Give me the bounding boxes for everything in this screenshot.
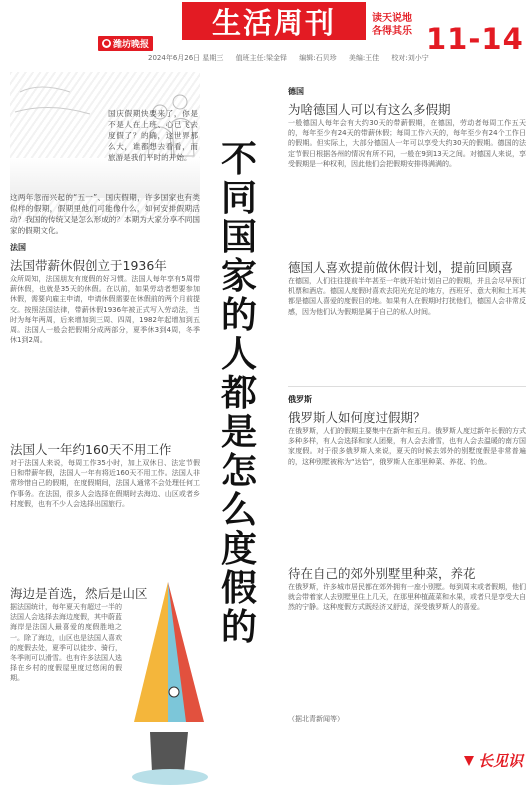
headline-france-1: 法国带薪休假创立于1936年 [10,258,167,273]
title-char: 同 [220,178,257,219]
title-char: 家 [220,256,257,297]
proofreader: 校对:刘小宁 [391,54,429,62]
section-tag-germany: 德国 [288,87,304,96]
article-russia-2: 在俄罗斯，许多城市居民都在郊外拥有一座小别墅。每到周末或者假期，他们就会带着家人去别墅里住上几天，在那里种植蔬菜和水果，或者只是享受大自然的宁静。这种度假方式既经济又舒适，深受俄罗斯人的喜爱。 [288,583,526,612]
watermark-mark-icon [462,754,476,768]
divider [288,386,526,387]
source-note: （据北青新闻等） [288,715,344,723]
title-char: 假 [220,568,257,609]
watermark-text: 长见识 [478,752,524,770]
page-number: 11-14 [426,22,524,56]
section-tag-russia: 俄罗斯 [288,395,312,404]
headline-france-3: 海边是首选，然后是山区 [10,586,148,601]
headline-germany-1: 为啥德国人可以有这么多假期 [288,102,451,117]
logo-text: 潍坊晚报 [113,40,150,50]
credits-line [148,53,528,63]
article-france-1: 众所周知，法国朋友有度假的好习惯。法国人每年享有5周带薪休假，也就是35天的休假。在以前，如果劳动者想要参加休假，需要向雇主申请，申请休假需要在休假前的两个月前提交。按照法国法律，带薪休假1936年被正式写入劳动法，当时为每年两周，后来增加到三周、四周，1982年起增加到五周。法国人一般会把假期分成两部分，夏季休3到4周，冬季休1到2周。 [10,275,200,345]
title-char: 怎 [220,451,257,492]
editor: 编辑:石贝珍 [299,54,337,62]
intro-lead: 国庆假期快要来了，你是不是人在上班、心已飞去度假了？的确，这世界那么大，谁都想去看看，而旅游是我们平时的开始。 [108,109,198,162]
logo-mark-icon: ● [103,39,110,47]
article-russia-1: 在俄罗斯，人们的假期主要集中在新年和五月。俄罗斯人度过新年长假的方式多种多样，有人会选择和家人团聚，有人会去滑雪，也有人会去温暖的南方国家度假。对于很多俄罗斯人来说，夏天的时候去郊外的别墅度假是非常普遍的，这种别墅被称为“达恰”，俄罗斯人在那里种菜、养花、钓鱼。 [288,427,526,466]
article-germany-2: 在德国，人们往往提前半年甚至一年就开始计划自己的假期，并且会尽早预订机票和酒店。德国人度假时喜欢去阳光充足的地方，西班牙、意大利和土耳其都是德国人喜爱的度假目的地。如果有人在假期时打扰他们，德国人会非常反感，因为他们认为假期是属于自己的私人时间。 [288,277,526,316]
title-char: 国 [220,217,257,258]
headline-germany-2: 德国人喜欢提前做休假计划，提前回顾喜 [288,260,514,275]
masthead [0,0,530,66]
headline-france-2: 法国人一年约160天不用工作 [10,442,172,457]
title-char: 人 [220,334,257,375]
art-editor: 美编:王佳 [348,54,380,62]
title-char: 么 [220,490,257,531]
section-tag-france: 法国 [10,243,26,252]
right-column [288,86,526,776]
main-title-vertical [214,140,264,647]
date: 2024年6月26日 星期三 [148,54,224,62]
section-motto: 读天说地 各得其乐 [372,13,412,37]
left-column [10,72,200,782]
article-france-2: 对于法国人来说，每周工作35小时，加上双休日、法定节假日和带薪年假，法国人一年有将近160天不用工作。法国人非常珍惜自己的假期，在度假期间，法国人通常不会处理任何工作事务。在法国，很多人会选择在假期时去海边、山区或者乡村度假，也有不少人会选择出国旅行。 [10,459,200,508]
intro-body: 这两年忽而兴起的“五一”、国庆假期，许多国家也有类似样的假期，假期里他们可能像什么，如何安排假期活动？我国的传统又是怎么形成的？本期为大家分享不同国家的假期文化。 [10,193,200,235]
title-char: 都 [220,373,257,414]
headline-russia-1: 俄罗斯人如何度过假期？ [288,410,426,425]
title-char: 的 [220,295,257,336]
section-title: 生活周刊 [182,2,366,40]
article-france-3: 据法国统计，每年夏天有超过一半的法国人会选择去海边度假，其中蔚蓝海岸是法国人最喜爱的度假胜地之一。除了海边，山区也是法国人喜欢的度假去处，夏季可以徒步、骑行，冬季则可以滑雪。也有许多法国人选择在乡村的度假屋里度过悠闲的假期。 [10,603,122,683]
watermark-logo [462,750,523,771]
newspaper-logo [98,36,153,51]
article-germany-1: 一般德国人每年会有大约30天的带薪假期，在德国，劳动者每周工作五天的，每年至少有24天的带薪休假；每周工作六天的，每年至少有24个工作日的假期。但实际上，大部分德国人一年可以享受大约30天的假期。德国的法定节假日根据各州的情况有所不同，一般在9到13天之间。对德国人来说，享受假期是一种权利，因此他们会把假期安排得满满的。 [288,119,526,168]
windsurfer-illustration-icon [128,572,210,792]
title-char: 不 [220,139,257,180]
title-char: 是 [220,412,257,453]
title-char: 的 [220,607,257,648]
headline-russia-2: 待在自己的郊外别墅里种菜，养花 [288,566,476,581]
title-char: 度 [220,529,257,570]
duty-editor: 值班主任:梁金铎 [235,54,287,62]
